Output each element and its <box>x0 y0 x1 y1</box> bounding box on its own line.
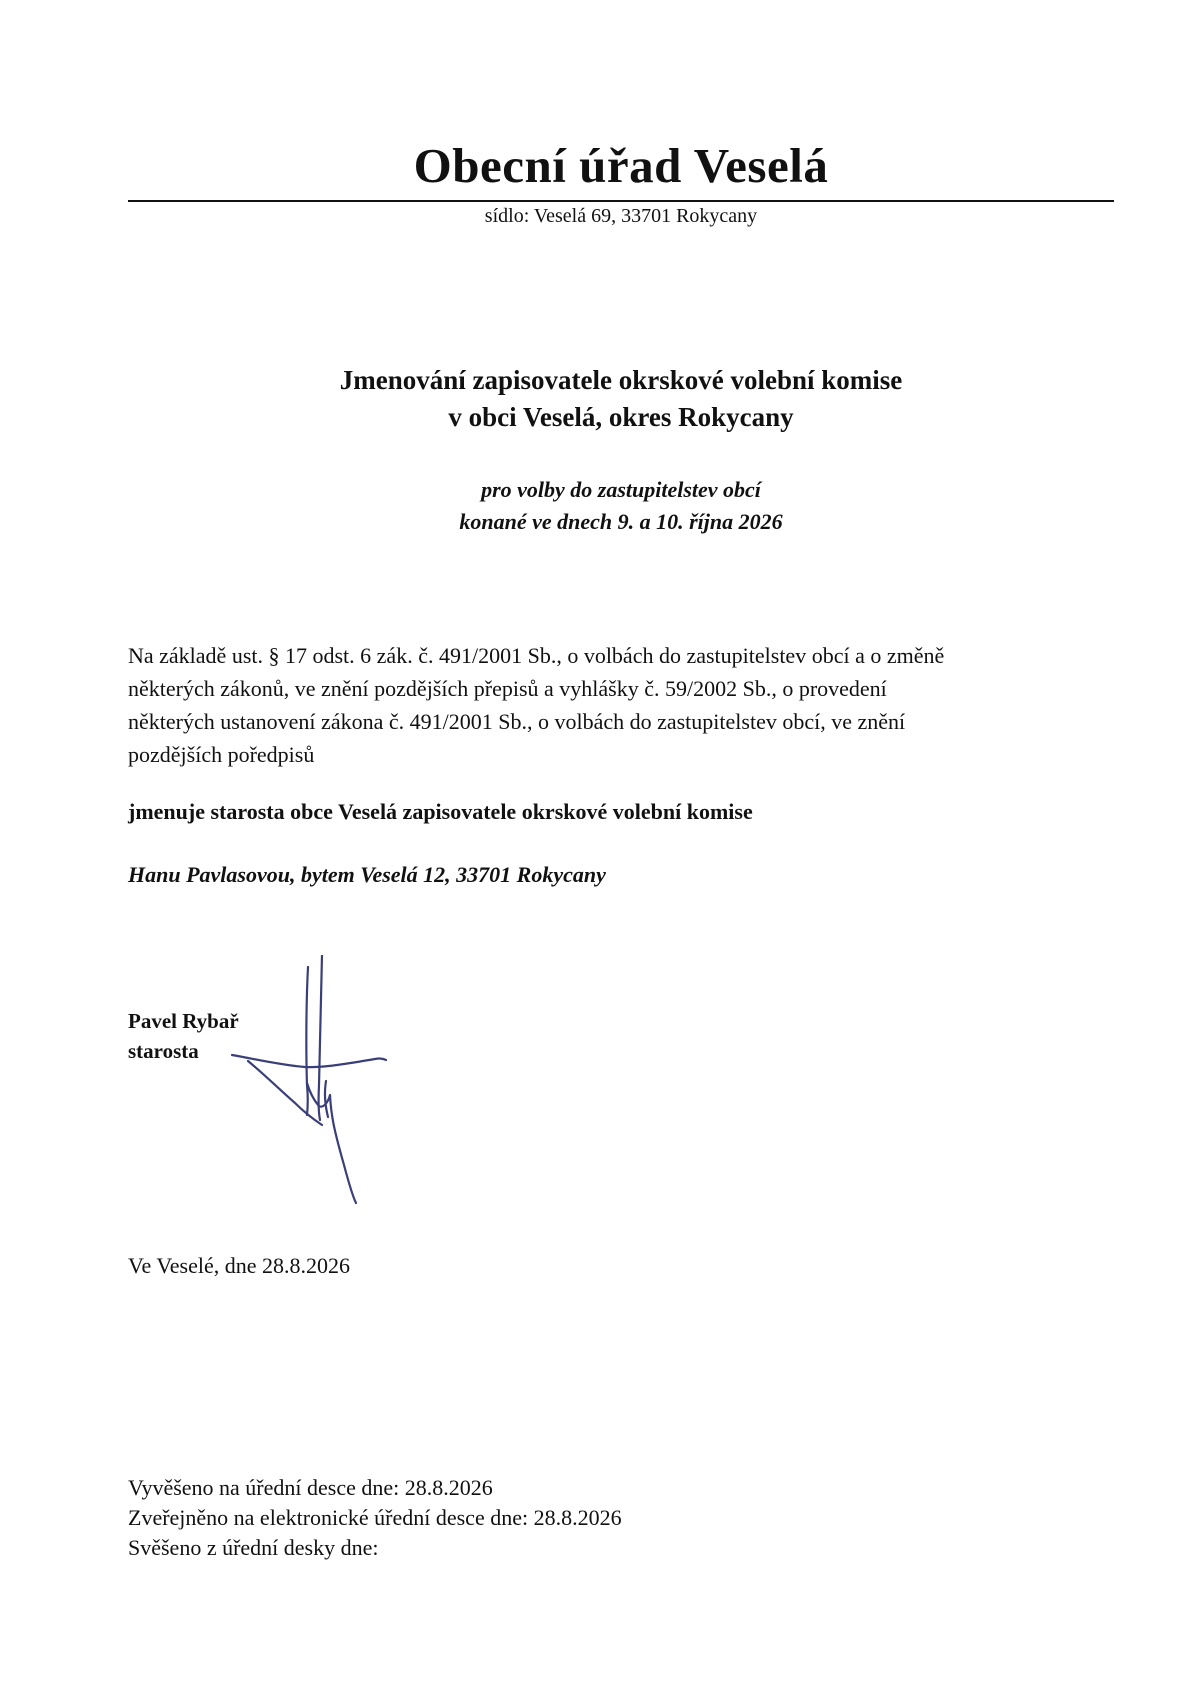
notice-published: Zveřejněno na elektronické úřední desce dne: 28.8.2026 <box>128 1505 622 1530</box>
office-title: Obecní úřad Veselá <box>413 138 829 193</box>
document-subtitle-line-1: pro volby do zastupitelstev obcí <box>481 477 761 502</box>
notice-removed: Svěšeno z úřední desky dne: <box>128 1535 379 1560</box>
header-rule <box>128 200 1114 202</box>
signature-stroke-left-vertical <box>306 967 308 1115</box>
appointee-line: Hanu Pavlasovou, bytem Veselá 12, 33701 Rokycany <box>128 862 606 887</box>
signature-stroke-long-vertical <box>319 955 322 1120</box>
paragraph-line-1: Na základě ust. § 17 odst. 6 zák. č. 491/2001 Sb., o volbách do zastupitelstev obcí a o změně <box>128 643 945 668</box>
signatory-name: Pavel Rybař <box>128 1009 239 1033</box>
paragraph-line-4: pozdějších poředpisů <box>128 742 315 767</box>
document-title <box>128 362 1114 436</box>
signatory-role: starosta <box>128 1039 199 1063</box>
signature-strokes <box>232 955 386 1203</box>
place-and-date: Ve Veselé, dne 28.8.2026 <box>128 1253 350 1278</box>
paragraph-line-2: některých zákonů, ve znění pozdějších přepisů a vyhlášky č. 59/2002 Sb., o provedení <box>128 676 887 701</box>
document-subtitle-line-2: konané ve dnech 9. a 10. října 2026 <box>459 509 783 534</box>
handwritten-signature <box>230 955 390 1205</box>
document-title-line-1: Jmenování zapisovatele okrskové volební komise <box>339 365 903 395</box>
paragraph-line-3: některých ustanovení zákona č. 491/2001 Sb., o volbách do zastupitelstev obcí, ve znění <box>128 709 906 734</box>
document-title-line-2: v obci Veselá, okres Rokycany <box>448 402 794 432</box>
appointment-statement: jmenuje starosta obce Veselá zapisovatele okrskové volební komise <box>128 799 753 824</box>
notice-posted: Vyvěšeno na úřední desce dne: 28.8.2026 <box>128 1475 493 1500</box>
signature-stroke-hook <box>307 1083 356 1203</box>
signature-stroke-horizontal <box>232 1055 386 1067</box>
office-address: sídlo: Veselá 69, 33701 Rokycany <box>484 205 758 227</box>
document-subtitle <box>128 474 1114 538</box>
